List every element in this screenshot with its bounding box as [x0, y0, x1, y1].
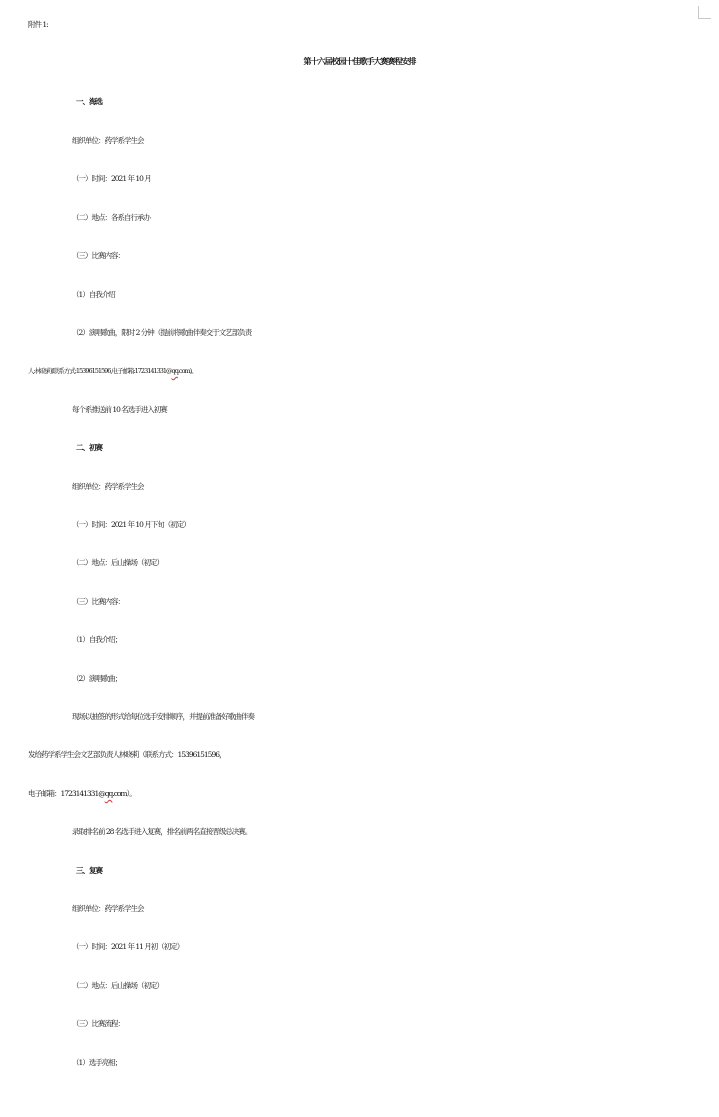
paragraph: （三）比赛内容： — [72, 251, 124, 260]
paragraph: （2）演唱歌曲，限时 2 分钟（提前将歌曲伴奏交于文艺部负责 — [72, 328, 252, 337]
section-heading-preliminary: 二、初赛 — [76, 443, 102, 452]
paragraph: 组织单位：药学系学生会 — [72, 136, 144, 145]
document-title: 第十六届校园十佳歌手大赛赛程安排 — [303, 57, 416, 66]
paragraph: （三）比赛内容： — [72, 597, 124, 606]
paragraph: （一）时间：2021 年 10 月 — [72, 174, 151, 183]
contact-text: 人:林晓莉(联系方式:15396151596,电子邮箱:1723141331@ — [28, 367, 172, 375]
paragraph: （二）地点：后山操场（初定） — [72, 558, 163, 567]
paragraph: （2）演唱歌曲； — [72, 674, 122, 683]
paragraph: （一）时间：2021 年 10 月下旬（初定） — [72, 520, 190, 529]
paragraph: （二）地点：各系自行承办 — [72, 213, 150, 222]
paragraph: 每个系推送前 10 名选手进入初赛 — [72, 405, 167, 414]
paragraph: 现场以抽签的形式给每位选手安排顺序，并提前准备好歌曲伴奏 — [72, 712, 254, 721]
contact-text-end: .com)。 — [177, 367, 197, 375]
paragraph: 录取排名前 28 名选手进入复赛，排名前两名直接晋级总决赛。 — [72, 827, 252, 836]
attachment-label: 附件 1: — [28, 20, 48, 29]
section-heading-audition: 一、海选 — [76, 97, 102, 106]
paragraph: 组织单位：药学系学生会 — [72, 482, 144, 491]
paragraph: （三）比赛流程： — [72, 1019, 124, 1028]
paragraph: 发给药学系学生会文艺部负责人林晓莉（联系方式：15396151596， — [28, 750, 226, 759]
paragraph: （一）时间：2021 年 11 月初（初定） — [72, 942, 184, 951]
paragraph: （二）地点：后山操场（初定） — [72, 981, 163, 990]
spellcheck-word: qq — [171, 367, 178, 375]
section-heading-semifinal: 三、复赛 — [76, 866, 102, 875]
email-text-end: .com）。 — [112, 789, 136, 798]
email-text: 电子邮箱：1723141331@ — [28, 789, 105, 798]
paragraph: （1）自我介绍； — [72, 635, 122, 644]
spellcheck-word: qq — [104, 789, 113, 798]
paragraph: （1）选手亮相； — [72, 1058, 122, 1067]
paragraph-contact — [28, 359, 719, 383]
paragraph-email — [28, 782, 719, 806]
paragraph: 组织单位：药学系学生会 — [72, 904, 144, 913]
paragraph: （1）自我介绍 — [72, 290, 115, 299]
